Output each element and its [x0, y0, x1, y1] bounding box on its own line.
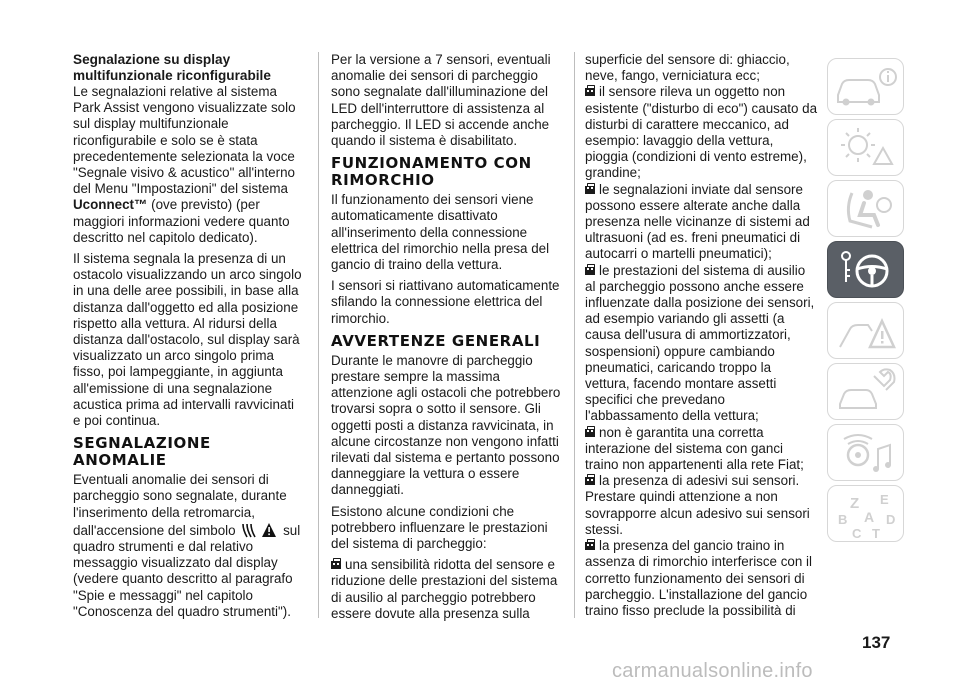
chapter-tab-driving[interactable] — [827, 241, 904, 298]
bullet-item — [585, 473, 819, 538]
paragraph-text: Eventuali anomalie dei sensori di parcheggio sono segnalate, durante l'inserimento della retromarcia, dall'accensione del simbolo — [73, 472, 287, 538]
car-info-icon — [828, 59, 904, 115]
paragraph-text: Le segnalazioni relative al sistema Park Assist vengono visualizzate solo sul display multifunzionale riconfigurabile e solo se è stata precedentemente selezionata la voce "Segnale visivo & acustico" all'interno del Menu "Impostazioni" del sistema — [73, 84, 296, 197]
bullet-item — [585, 263, 819, 425]
chapter-tab-maintenance[interactable] — [827, 363, 904, 420]
bullet-icon — [585, 477, 595, 485]
section-heading-line-2: ANOMALIE — [73, 451, 167, 470]
paragraph: Il sistema segnala la presenza di un ostacolo visualizzando un arco singolo in una delle aree possibili, in base alla distanza dall'oggetto ed alla posizione rispetto alla vettura. Al ridursi della distanza dall'ostacolo, sul display sarà visualizzato un arco singolo prima fisso, poi lampeggiante, in aggiunta all'emissione di una segnalazione acustica prima ad intervalli ravvicinati e poi continua. — [73, 251, 302, 429]
index-letter: E — [880, 492, 889, 507]
sun-warning-icon — [828, 120, 904, 176]
section-heading-line-1: FUNZIONAMENTO CON — [331, 154, 532, 173]
bullet-item — [585, 538, 819, 619]
paragraph — [73, 84, 305, 246]
watermark: carmanualsonline.info — [612, 660, 813, 682]
index-letter: Z — [850, 495, 860, 512]
column-divider — [574, 52, 575, 618]
chapter-tab-lights[interactable] — [827, 119, 904, 176]
wrench-car-icon — [828, 364, 904, 420]
chapter-tab-index[interactable] — [827, 485, 904, 542]
index-letter: C — [852, 526, 862, 541]
paragraph: I sensori si riattivano automaticamente sfilando la connessione elettrica del rimorchio. — [331, 278, 560, 326]
bullet-item — [585, 84, 819, 181]
seat-airbag-icon — [828, 181, 904, 237]
warning-triangle-icon — [828, 303, 904, 359]
multimedia-icon — [828, 425, 904, 481]
bullet-text: non è garantita una corretta interazione del sistema con ganci traino non appartenenti alla rete Fiat; — [585, 424, 804, 473]
paragraph-text: sul quadro strumenti e dal relativo messaggio visualizzato dal display (vedere quanto descritto al paragrafo "Spie e messaggi" nel capitolo "Conoscenza del quadro strumenti"). — [73, 522, 301, 619]
bullet-item — [331, 557, 563, 622]
bullet-icon — [585, 267, 595, 275]
column-3 — [585, 52, 819, 619]
index-letter: A — [864, 509, 875, 525]
bullet-text: il sensore rileva un oggetto non esistente ("disturbo di eco") causato da disturbi di carattere meccanico, ad esempio: lavaggio della vettura, pioggia (condizioni di vento estreme), grandine; — [585, 84, 818, 181]
bullet-icon — [585, 542, 595, 550]
alphabet-index-icon — [828, 486, 904, 542]
steering-key-icon — [828, 242, 904, 298]
sub-heading — [73, 52, 305, 84]
sub-heading-line-2: multifunzionale riconfigurabile — [73, 68, 271, 83]
bullet-icon — [331, 561, 341, 569]
bullet-text: le prestazioni del sistema di ausilio al parcheggio possono anche essere influenzate dalla posizione dei sensori, ad esempio variando gli assetti (a causa dell'usura di ammortizzatori, sospensioni) oppure cambiando pneumatici, caricando troppo la vettura, facendo montare assetti specifici che prevedano l'abbassamento della vettura; — [585, 262, 815, 424]
bullet-icon — [585, 88, 595, 96]
chapter-tab-emergency[interactable] — [827, 302, 904, 359]
section-heading: AVVERTENZE GENERALI — [331, 331, 541, 350]
chapter-tab-safety[interactable] — [827, 180, 904, 237]
paragraph: Durante le manovre di parcheggio prestare sempre la massima attenzione agli ostacoli che potrebbero trovarsi sopra o sotto il sensore. Gli oggetti posti a distanza ravvicinata, in alcune circostanze non vengono infatti rilevati dal sistema e pertanto possono danneggiare la vettura o essere danneggiati. — [331, 352, 561, 498]
bullet-text: la presenza di adesivi sui sensori. Prestare quindi attenzione a non sovrapporre alcun adesivo sui sensori stessi. — [585, 473, 810, 537]
index-letter: B — [838, 512, 848, 527]
paragraph — [73, 472, 305, 620]
brand-name: Uconnect™ — [73, 197, 148, 213]
section-heading — [331, 155, 563, 189]
parking-sensor-fault-icon — [241, 521, 277, 539]
section-heading — [73, 435, 305, 469]
bullet-icon — [585, 429, 595, 437]
bullet-item — [585, 182, 819, 263]
section-heading-line-2: RIMORCHIO — [331, 171, 435, 190]
paragraph: Esistono alcune condizioni che potrebbero influenzare le prestazioni del sistema di parcheggio: — [331, 503, 548, 552]
paragraph: superficie del sensore di: ghiaccio, neve, fango, verniciatura ecc; — [585, 52, 790, 84]
column-divider — [318, 52, 319, 618]
chapter-tab-dashboard[interactable] — [827, 58, 904, 115]
paragraph-text: (ove previsto) (per maggiori informazioni vedere quanto descritto nel capitolo dedicato). — [73, 197, 290, 245]
bullet-icon — [585, 186, 595, 194]
section-heading-line-1: SEGNALAZIONE — [73, 434, 211, 453]
chapter-tab-multimedia[interactable] — [827, 424, 904, 481]
page-number: 137 — [862, 633, 891, 652]
column-2 — [331, 52, 563, 627]
bullet-text: la presenza del gancio traino in assenza di rimorchio interferisce con il corretto funzionamento dei sensori di parcheggio. L'installazione del gancio traino fisso preclude la possibilità di — [585, 538, 812, 618]
column-1 — [73, 52, 305, 625]
sub-heading-line-1: Segnalazione su display — [73, 52, 231, 67]
paragraph: Per la versione a 7 sensori, eventuali anomalie dei sensori di parcheggio sono segnalate dall'illuminazione del LED dell'interruttore di assistenza al parcheggio. Il LED si accende anche quando il sistema è disabilitato. — [331, 52, 551, 149]
bullet-text: una sensibilità ridotta del sensore e riduzione delle prestazioni del sistema di ausilio al parcheggio potrebbero essere dovute alla presenza sulla — [331, 557, 558, 621]
paragraph: Il funzionamento dei sensori viene automaticamente disattivato all'inserimento della connessione elettrica del rimorchio nella presa del gancio di traino della vettura. — [331, 192, 550, 273]
bullet-text: le segnalazioni inviate dal sensore possono essere alterate anche dalla presenza nelle vicinanze di sistemi ad ultrasuoni (ad es. freni pneumatici di autocarri o martelli pneumatici); — [585, 181, 810, 262]
index-letter: D — [886, 512, 896, 527]
bullet-item — [585, 425, 819, 474]
index-letter: T — [872, 526, 880, 541]
